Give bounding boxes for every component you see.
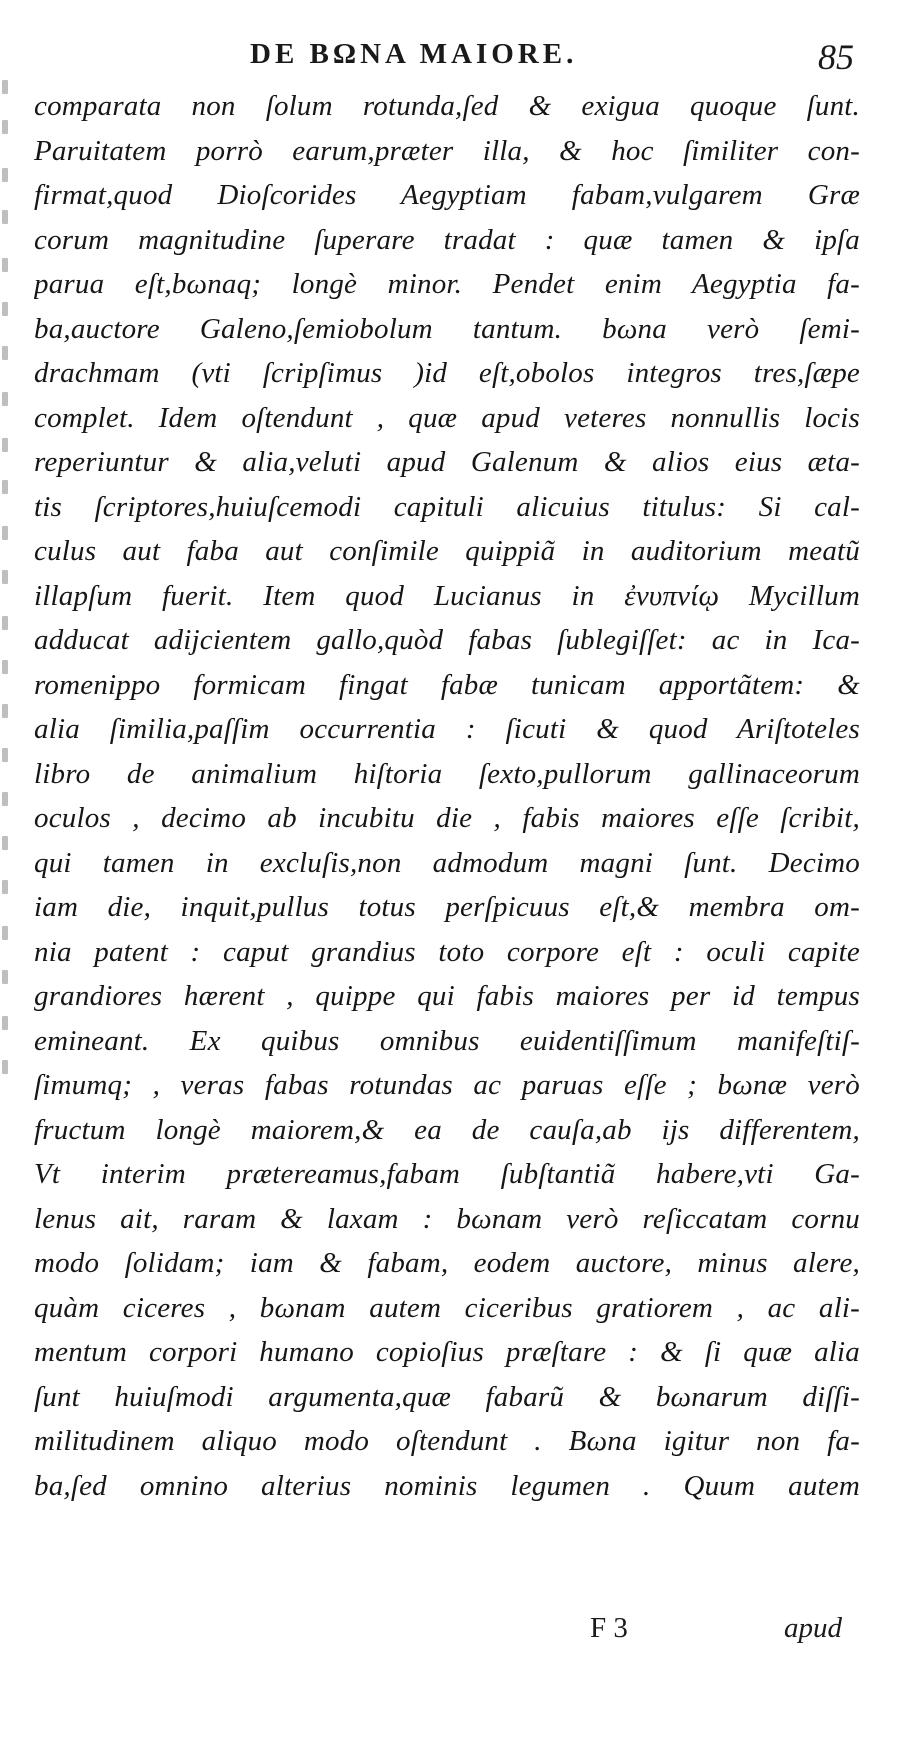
text-line: quàm ciceres , bωnam autem ciceribus gratiorem , ac ali- xyxy=(34,1291,860,1324)
text-line: romenippo formicam fingat fabæ tunicam apportãtem: & xyxy=(34,668,860,701)
text-line: tis ſcriptores,huiuſcemodi capituli alicuius titulus: Si cal- xyxy=(34,490,860,523)
text-line: Paruitatem porrò earum,præter illa, & hoc ſimiliter con- xyxy=(34,134,860,167)
text-line: militudinem aliquo modo oſtendunt . Bωna igitur non fa- xyxy=(34,1425,860,1457)
text-line: mentum corpori humano copioſius præſtare : & ſi quæ alia xyxy=(34,1336,860,1368)
text-line: libro de animalium hiſtoria ſexto,pullorum gallinaceorum xyxy=(34,757,860,790)
text-line: fructum longè maiorem,& ea de cauſa,ab ijs differentem, xyxy=(34,1113,860,1146)
text-line: drachmam (vti ſcripſimus )id eſt,obolos integros tres,ſæpe xyxy=(34,357,860,389)
text-line: corum magnitudine ſuperare tradat : quæ tamen & ipſa xyxy=(34,223,860,256)
text-line: ba,ſed omnino alterius nominis legumen . Quum autem xyxy=(34,1469,860,1502)
text-line: qui tamen in excluſis,non admodum magni ſunt. Decimo xyxy=(34,846,860,879)
text-line: complet. Idem oſtendunt , quæ apud veteres nonnullis locis xyxy=(34,401,860,434)
text-line: reperiuntur & alia,veluti apud Galenum & alios eius æta- xyxy=(34,446,860,478)
text-line: illapſum fuerit. Item quod Lucianus in ἐνυπνίῳ Mycillum xyxy=(34,579,860,612)
text-line: grandiores hærent , quippe qui fabis maiores per id tempus xyxy=(34,980,860,1012)
text-line: oculos , decimo ab incubitu die , fabis maiores eſſe ſcribit, xyxy=(34,802,860,834)
page-number: 85 xyxy=(818,37,854,77)
text-line: Vt interim prætereamus,fabam ſubſtantiã habere,vti Ga- xyxy=(34,1158,860,1190)
text-line: emineant. Ex quibus omnibus euidentiſſimum manifeſtiſ- xyxy=(34,1024,860,1057)
text-line: parua eſt,bωnaq; longè minor. Pendet enim Aegyptia fa- xyxy=(34,268,860,300)
text-line: alia ſimilia,paſſim occurrentia : ſicuti & quod Ariſtoteles xyxy=(34,713,860,745)
body-text xyxy=(34,84,860,1508)
text-line: iam die, inquit,pullus totus perſpicuus eſt,& membra om- xyxy=(34,891,860,923)
running-title: DE BΩNA MAIORE. xyxy=(250,38,578,70)
text-line: nia patent : caput grandius toto corpore eſt : oculi capite xyxy=(34,935,860,968)
signature-mark: F 3 xyxy=(590,1612,628,1644)
text-line: firmat,quod Dioſcorides Aegyptiam fabam,vulgarem Græ xyxy=(34,179,860,211)
text-line: lenus ait, raram & laxam : bωnam verò reſiccatam cornu xyxy=(34,1202,860,1235)
left-margin-bleed xyxy=(0,80,14,1140)
text-line: adducat adijcientem gallo,quòd fabas ſublegiſſet: ac in Ica- xyxy=(34,624,860,656)
page-footer xyxy=(34,1612,860,1652)
text-line: modo ſolidam; iam & fabam, eodem auctore, minus alere, xyxy=(34,1247,860,1279)
text-line: comparata non ſolum rotunda,ſed & exigua quoque ſunt. xyxy=(34,90,860,122)
text-line: ſunt huiuſmodi argumenta,quæ fabarũ & bωnarum diſſi- xyxy=(34,1380,860,1413)
text-line: ba,auctore Galeno,ſemiobolum tantum. bωna verò ſemi- xyxy=(34,312,860,345)
catchword: apud xyxy=(784,1612,842,1644)
text-line: culus aut faba aut conſimile quippiã in auditorium meatũ xyxy=(34,535,860,567)
text-line: ſimumq; , veras fabas rotundas ac paruas eſſe ; bωnæ verò xyxy=(34,1069,860,1101)
